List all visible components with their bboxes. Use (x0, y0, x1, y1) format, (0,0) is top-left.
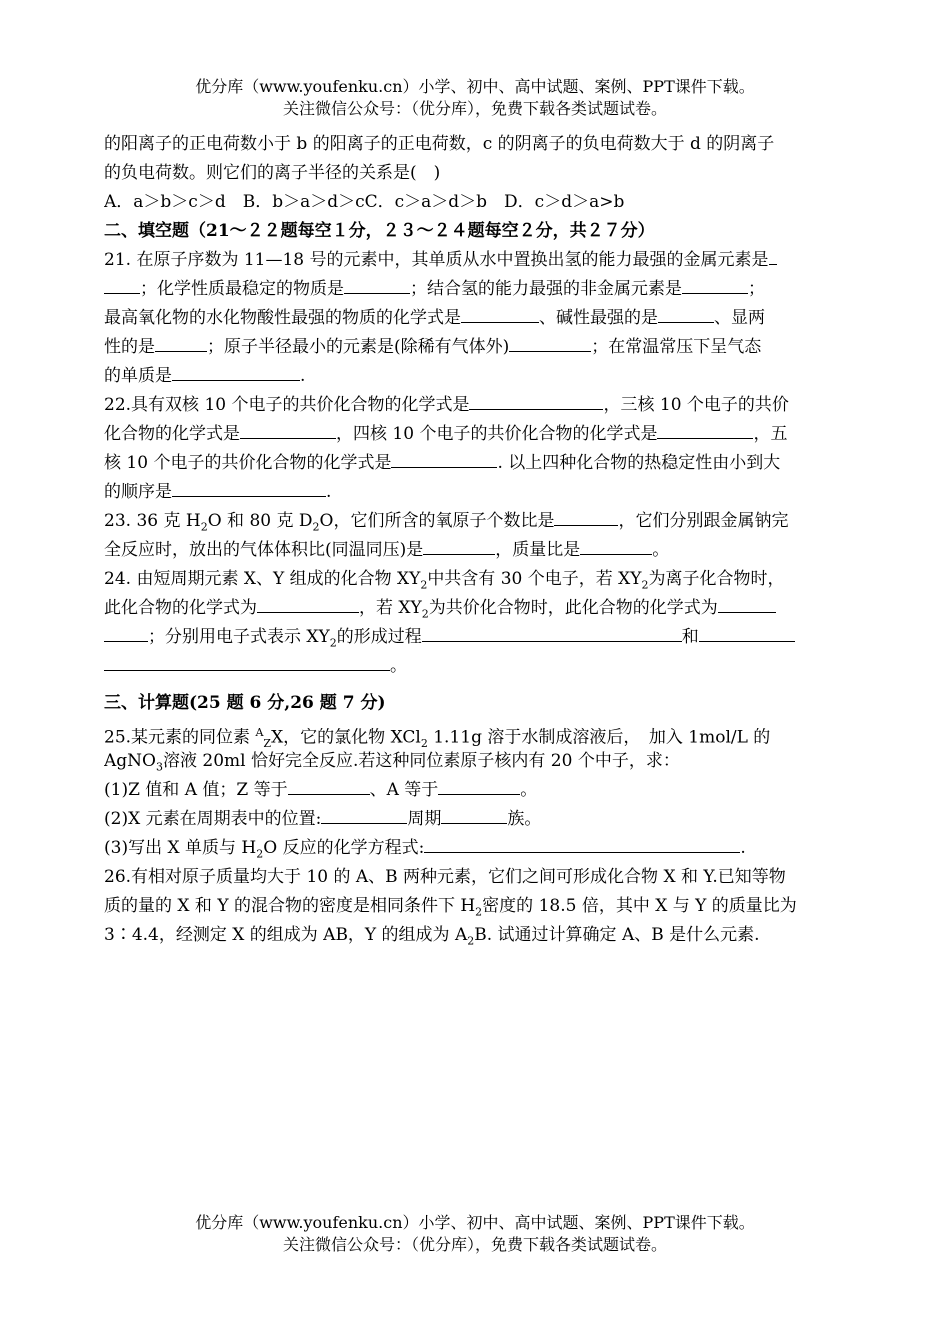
q25-part-1: (1)Z 值和 A 值；Z 等于 、A 等于 。 (104, 776, 850, 805)
q25-part-3: (3)写出 X 单质与 $H_2O$ 反应的化学方程式: . (104, 834, 850, 863)
question-26 (104, 863, 850, 950)
answer-blank[interactable] (172, 479, 326, 497)
answer-blank[interactable] (769, 247, 777, 265)
q26-line-1: 26.有相对原子质量均大于 10 的 A、B 两种元素，它们之间可形成化合物 X 和 Y.已知等物 (104, 867, 786, 887)
answer-blank[interactable] (104, 653, 390, 671)
header-line-1: 优分库（www.youfenku.cn）小学、初中、高中试题、案例、PPT课件下载。 (195, 77, 755, 96)
answer-blank[interactable] (438, 777, 520, 795)
page-header (0, 76, 950, 120)
answer-blank[interactable] (441, 806, 507, 824)
section-2-title: 二、填空题（21～２２题每空１分，２３～２４题每空２分，共２７分） (104, 221, 655, 241)
answer-blank[interactable] (718, 595, 776, 613)
answer-blank[interactable] (391, 450, 497, 468)
answer-blank[interactable] (321, 806, 407, 824)
q26-line-2: 质的量的 X 和 Y 的混合物的密度是相同条件下 $H_2$密度的 18.5 倍，其中 X 与 Y 的质量比为 (104, 896, 797, 919)
q21-line-3: 最高氧化物的水化物酸性最强的物质的化学式是 、碱性最强的是 、显两 (104, 304, 850, 333)
answer-blank[interactable] (658, 305, 714, 323)
q20-line-2: 的负电荷数。则它们的离子半径的关系是( ) (104, 163, 441, 183)
answer-blank[interactable] (257, 595, 359, 613)
q20-line-1: 的阳离子的正电荷数小于 b 的阳离子的正电荷数，c 的阴离子的负电荷数大于 d 的阴离子 (104, 134, 775, 154)
q21-line-1: 21. 在原子序数为 11—18 号的元素中，其单质从水中置换出氢的能力最强的金属元素是 (104, 246, 850, 275)
answer-blank[interactable] (580, 537, 652, 555)
q21-line-4: 性的是 ；原子半径最小的元素是(除稀有气体外) ；在常温常压下呈气态 (104, 333, 850, 362)
q25-line-1: 25.某元素的同位素 $^A_Z$X，它的氯化物 XCl$_2$ 1.11g 溶于水制成溶液后， 加入 1mol/L 的 (104, 726, 771, 747)
footer-line-1: 优分库（www.youfenku.cn）小学、初中、高中试题、案例、PPT课件下载。 (195, 1213, 755, 1232)
q25-line-2: AgNO$_3$溶液 20ml 恰好完全反应.若这种同位素原子核内有 20 个中子，求： (104, 751, 680, 774)
header-line-2: 关注微信公众号：（优分库），免费下载各类试题试卷。 (282, 99, 667, 118)
q24-line-2: 此化合物的化学式为 ，若 $XY_2$为共价化合物时，此化合物的化学式为 (104, 594, 850, 623)
q24-line-4: 。 (104, 652, 850, 681)
answer-blank[interactable] (461, 305, 539, 323)
q21-line-5: 的单质是 . (104, 362, 850, 391)
q22-line-3: 核 10 个电子的共价化合物的化学式是 . 以上四种化合物的热稳定性由小到大 (104, 449, 850, 478)
answer-blank[interactable] (657, 421, 753, 439)
answer-blank[interactable] (172, 363, 300, 381)
question-20 (104, 130, 850, 217)
q22-line-1: 22.具有双核 10 个电子的共价化合物的化学式是 ，三核 10 个电子的共价 (104, 391, 850, 420)
q21-line-2: ；化学性质最稳定的物质是 ；结合氢的能力最强的非金属元素是 ； (104, 275, 850, 304)
answer-blank[interactable] (104, 276, 140, 294)
answer-blank[interactable] (424, 835, 740, 853)
exam-content (104, 130, 850, 950)
section-3-title: 三、计算题(25 题 6 分,26 题 7 分) (104, 693, 386, 713)
q25-part-2: (2)X 元素在周期表中的位置: 周期 族。 (104, 805, 850, 834)
q22-line-4: 的顺序是 . (104, 478, 850, 507)
question-23 (104, 507, 850, 565)
answer-blank[interactable] (104, 624, 148, 642)
q23-line-1: 23. 36 克 $H_2O$ 和 80 克 $D_2O$，它们所含的氧原子个数比是 ，它们分别跟金属钠完 (104, 507, 850, 536)
question-24 (104, 565, 850, 681)
question-21 (104, 246, 850, 391)
answer-blank[interactable] (155, 334, 207, 352)
q20-options: A．a＞b＞c＞d B．b＞a＞d＞cC．c＞a＞d＞b D．c＞d＞a>b (104, 192, 625, 212)
q24-line-3: ；分别用电子式表示 $XY_2$的形成过程 和 (104, 623, 850, 652)
answer-blank[interactable] (288, 777, 370, 795)
answer-blank[interactable] (240, 421, 336, 439)
answer-blank[interactable] (699, 624, 795, 642)
question-22 (104, 391, 850, 507)
footer-line-2: 关注微信公众号：（优分库），免费下载各类试题试卷。 (282, 1235, 667, 1254)
question-25 (104, 718, 850, 863)
q22-line-2: 化合物的化学式是 ，四核 10 个电子的共价化合物的化学式是 ，五 (104, 420, 850, 449)
answer-blank[interactable] (423, 537, 495, 555)
answer-blank[interactable] (554, 508, 618, 526)
q23-line-2: 全反应时，放出的气体体积比(同温同压)是 ，质量比是 。 (104, 536, 850, 565)
answer-blank[interactable] (509, 334, 591, 352)
answer-blank[interactable] (469, 392, 603, 410)
q26-line-3: 3∶4.4，经测定 X 的组成为 AB，Y 的组成为 $A_2B$. 试通过计算确定 A、B 是什么元素. (104, 925, 760, 948)
page-footer (0, 1212, 950, 1256)
answer-blank[interactable] (682, 276, 748, 294)
answer-blank[interactable] (344, 276, 410, 294)
answer-blank[interactable] (422, 624, 682, 642)
q24-line-1: 24. 由短周期元素 X、Y 组成的化合物 $XY_2$中共含有 30 个电子，若 $XY_2$为离子化合物时， (104, 569, 785, 592)
